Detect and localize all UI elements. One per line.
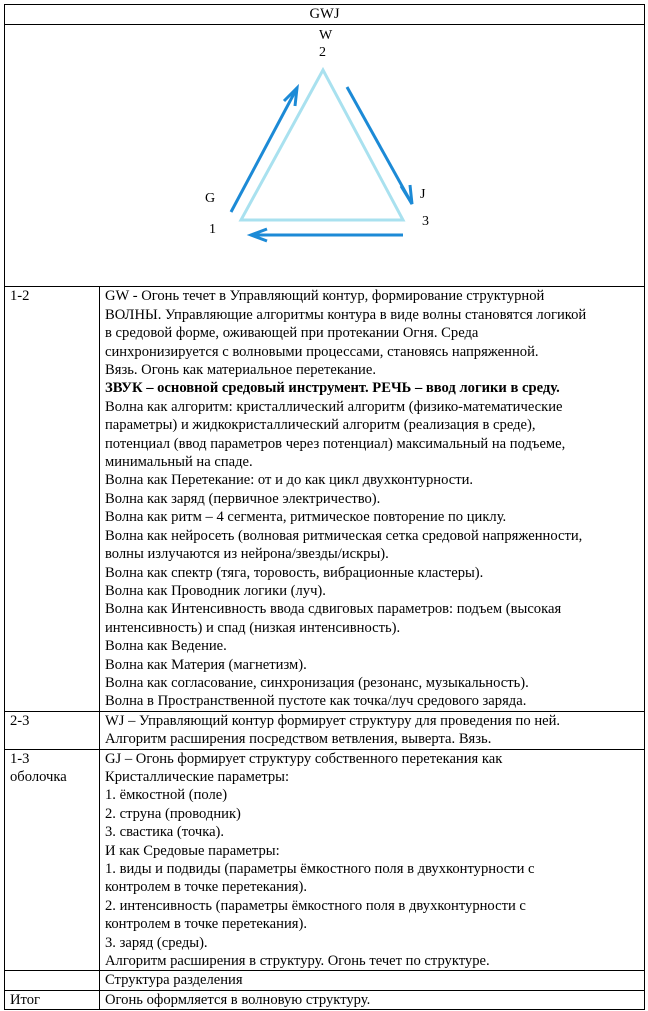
- row-content-cell: [100, 711, 645, 749]
- text-line: Волна как заряд (первичное электричество).: [105, 490, 381, 507]
- text-line: 1. виды и подвиды (параметры ёмкостного поля в двухконтурности с: [105, 861, 535, 877]
- text-line: параметры) и жидкокристаллический алгоритм (реализация в среде),: [105, 417, 536, 434]
- vertex-g-number: 1: [209, 222, 216, 237]
- table-row: [5, 990, 645, 1009]
- text-line: интенсивность) и спад (низкая интенсивность).: [105, 619, 401, 636]
- text-line: GW - Огонь течет в Управляющий контур, формирование структурной: [105, 288, 545, 305]
- row-content-cell: [100, 749, 645, 971]
- text-line: Волна как согласование, синхронизация (резонанс, музыкальность).: [105, 674, 529, 691]
- text-line: Вязь. Огонь как материальное перетекание.: [105, 362, 376, 379]
- triangle-diagram: [5, 25, 643, 281]
- text-line: Огонь оформляется в волновую структуру.: [105, 991, 371, 1008]
- diagram-row: [5, 25, 645, 287]
- text-line: Волна как нейросеть (волновая ритмическая сетка средовой напряженности,: [105, 527, 583, 544]
- text-line: Волна как Ведение.: [105, 638, 227, 655]
- row-label: [10, 971, 94, 989]
- text-line: волны излучаются из нейрона/звезды/искры).: [105, 546, 389, 563]
- text-line: WJ – Управляющий контур формирует структуру для проведения по ней.: [105, 712, 561, 729]
- text-line: Волна как Проводник логики (луч).: [105, 582, 326, 599]
- text-line: GJ – Огонь формирует структуру собственного перетекания как: [105, 750, 503, 767]
- row-label-cell: [5, 287, 100, 711]
- row-content-cell: [100, 971, 645, 990]
- vertex-g-letter: G: [205, 191, 216, 206]
- table-row: [5, 971, 645, 990]
- text-line: Алгоритм расширения посредством ветвления, выверта. Вязь.: [105, 731, 492, 748]
- text-line: Алгоритм расширения в структуру. Огонь течет по структуре.: [105, 953, 490, 970]
- table-title: GWJ: [5, 5, 645, 25]
- table-row: [5, 287, 645, 711]
- row-label: оболочка: [10, 768, 67, 785]
- text-line: ЗВУК – основной средовый инструмент. РЕЧЬ – ввод логики в среду.: [105, 380, 560, 397]
- table-row: [5, 711, 645, 749]
- row-label: 1-2: [10, 288, 30, 305]
- text-line: 3. заряд (среды).: [105, 934, 208, 951]
- text-line: Волна как Интенсивность ввода сдвиговых параметров: подъем (высокая: [105, 601, 562, 618]
- text-line: Структура разделения: [105, 972, 243, 989]
- text-line: контролем в точке перетекания).: [105, 916, 307, 933]
- text-line: Волна как спектр (тяга, торовость, вибрационные кластеры).: [105, 564, 484, 581]
- header-row: [5, 5, 645, 25]
- text-line: Кристаллические параметры:: [105, 768, 290, 785]
- text-line: 1. ёмкостной (поле): [105, 787, 228, 804]
- text-line: ВОЛНЫ. Управляющие алгоритмы контура в виде волны становятся логикой: [105, 306, 587, 323]
- arrow-g-to-w: [231, 88, 297, 212]
- row-label-cell: [5, 749, 100, 971]
- row-content-cell: [100, 287, 645, 711]
- text-line: Волна как алгоритм: кристаллический алгоритм (физико-математические: [105, 398, 563, 415]
- vertex-w-number: 2: [319, 45, 326, 60]
- text-line: И как Средовые параметры:: [105, 842, 280, 859]
- vertex-j-number: 3: [422, 214, 429, 229]
- text-line: Волна как Материя (магнетизм).: [105, 656, 307, 673]
- text-line: 2. интенсивность (параметры ёмкостного поля в двухконтурности с: [105, 897, 526, 914]
- text-line: 2. струна (проводник): [105, 805, 241, 822]
- document-table: [4, 4, 645, 1010]
- row-content-cell: [100, 990, 645, 1009]
- table-row: [5, 749, 645, 971]
- row-label-cell: [5, 971, 100, 990]
- diagram-cell: [5, 25, 645, 287]
- vertex-j-letter: J: [420, 187, 426, 202]
- text-line: потенциал (ввод параметров через потенциал) максимальный на подъеме,: [105, 435, 566, 452]
- row-label: Итог: [10, 991, 41, 1008]
- row-label-cell: [5, 990, 100, 1009]
- vertex-w-letter: W: [319, 28, 333, 43]
- text-line: минимальный на спаде.: [105, 454, 253, 471]
- arrow-w-to-j: [347, 87, 412, 204]
- text-line: Волна в Пространственной пустоте как точка/луч средового заряда.: [105, 693, 527, 710]
- text-line: в средовой форме, оживающей при протекании Огня. Среда: [105, 325, 479, 342]
- row-label: 2-3: [10, 712, 30, 729]
- text-line: 3. свастика (точка).: [105, 824, 225, 841]
- text-line: Волна как ритм – 4 сегмента, ритмическое повторение по циклу.: [105, 509, 507, 526]
- text-line: синхронизируется с волновыми процессами, становясь напряженной.: [105, 343, 539, 360]
- text-line: Волна как Перетекание: от и до как цикл двухконтурности.: [105, 472, 474, 489]
- row-label-cell: [5, 711, 100, 749]
- text-line: контролем в точке перетекания).: [105, 879, 307, 896]
- row-label: 1-3: [10, 750, 30, 767]
- arrow-j-to-g: [251, 229, 403, 241]
